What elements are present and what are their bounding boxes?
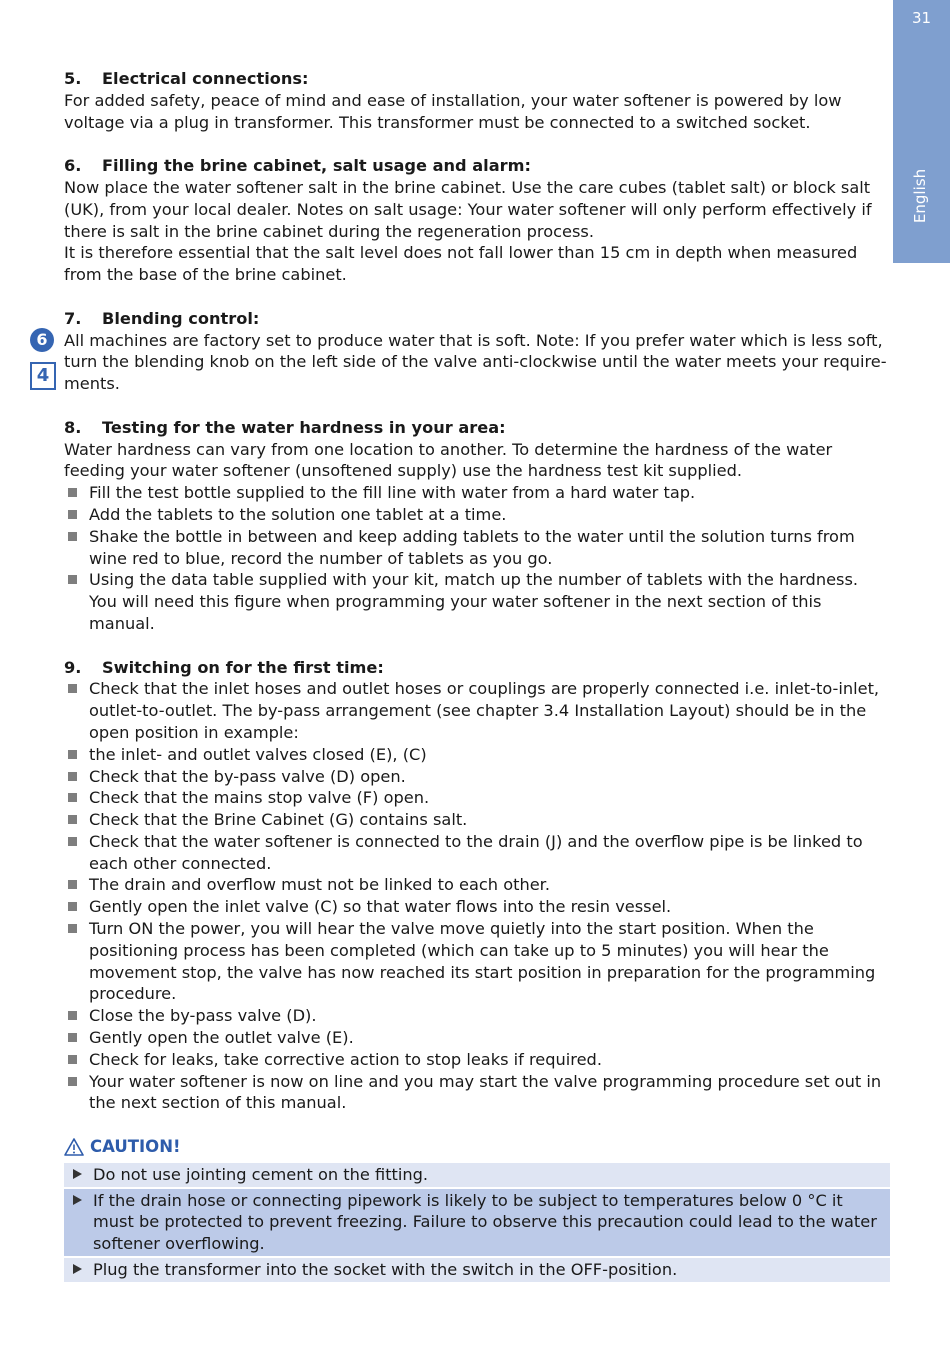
figure-circle-number: 6 [30,328,54,352]
section-number: 7. [64,308,82,328]
list-item-text: the inlet- and outlet valves closed (E), (C) [89,744,427,764]
square-bullet-icon [68,924,77,933]
list-item [64,1005,890,1027]
square-bullet-icon [68,793,77,802]
section-title: Blending control: [102,308,260,328]
list-item-text: Gently open the inlet valve (C) so that water flows into the resin vessel. [89,897,672,917]
list-item-text: Check that the Brine Cabinet (G) contains salt. [89,810,468,830]
list-item [64,744,890,766]
list-item [64,809,890,831]
triangle-bullet-icon [73,1264,82,1274]
square-bullet-icon [68,815,77,824]
section-5 [64,68,890,133]
square-bullet-icon [68,532,77,541]
list-item-text: Check that the mains stop valve (F) open. [89,788,430,808]
section-heading [64,68,890,90]
section-heading [64,657,890,679]
list-item [64,918,890,1005]
square-bullet-icon [68,575,77,584]
triangle-bullet-icon [73,1169,82,1179]
bullet-list [64,678,890,1114]
square-bullet-icon [68,772,77,781]
section-7 [64,308,890,395]
list-item-text: Your water softener is now on line and you may start the valve programming procedure set out in the next section of this manual. [89,1071,882,1113]
section-9 [64,657,890,1115]
figure-reference [30,328,56,390]
list-item [64,1071,890,1115]
section-paragraph: Water hardness can vary from one location to another. To determine the hardness of the water feeding your water softener (unsoftened supply) use the hardness test kit supplied. [64,439,833,481]
caution-item-text: Do not use jointing cement on the fitting. [93,1164,429,1184]
list-item-text: Close the by-pass valve (D). [89,1006,317,1026]
list-item-text: Gently open the outlet valve (E). [89,1028,354,1048]
section-number: 5. [64,69,82,88]
caution-item-text: If the drain hose or connecting pipework is likely to be subject to temperatures below 0 °C it must be protected to prevent freezing. Failure to observe this precaution could lead to the water softener overflowing. [93,1190,877,1254]
section-paragraph: All machines are factory set to produce water that is soft. Note: If you prefer water which is less soft, turn the blending knob on the left side of the valve anti-clockwise until the water meets your require-ments. [64,330,887,394]
caution-item-text: Plug the transformer into the socket with the switch in the OFF-position. [93,1260,678,1280]
section-paragraph: For added safety, peace of mind and ease of installation, your water softener is powered by low voltage via a plug in transformer. This transformer must be connected to a switched socket. [64,90,842,132]
list-item-text: Check that the water softener is connected to the drain (J) and the overflow pipe is be linked to each other connected. [89,831,863,873]
square-bullet-icon [68,902,77,911]
caution-item [64,1258,890,1282]
list-item [64,896,890,918]
list-item [64,526,890,570]
section-8 [64,417,890,635]
section-heading [64,155,890,177]
bullet-list [64,482,890,635]
list-item-text: Turn ON the power, you will hear the valve move quietly into the start position. When the positioning process has been completed (which can take up to 5 minutes) you will hear the movement stop, the valve has now reached its start position in preparation for the programming procedure. [89,919,876,1004]
list-item [64,1027,890,1049]
section-title: Testing for the water hardness in your area: [102,417,506,437]
square-bullet-icon [68,1055,77,1064]
triangle-bullet-icon [73,1195,82,1205]
list-item [64,482,890,504]
section-number: 9. [64,657,82,677]
square-bullet-icon [68,837,77,846]
list-item-text: Check that the by-pass valve (D) open. [89,766,406,786]
square-bullet-icon [68,488,77,497]
caution-item [64,1163,890,1187]
section-title: Filling the brine cabinet, salt usage and alarm: [102,156,531,176]
figure-box-number: 4 [30,362,56,390]
main-content [64,68,890,1284]
section-heading [64,417,890,439]
page-number: 31 [911,9,932,27]
list-item-text: The drain and overflow must not be linked to each other. [89,875,550,895]
section-paragraph: It is therefore essential that the salt level does not fall lower than 15 cm in depth when measured from the base of the brine cabinet. [64,243,858,285]
square-bullet-icon [68,684,77,693]
square-bullet-icon [68,750,77,759]
warning-triangle-icon [64,1138,84,1156]
caution-box [64,1136,890,1282]
list-item [64,678,890,743]
section-6 [64,155,890,286]
square-bullet-icon [68,880,77,889]
section-number: 8. [64,417,82,437]
square-bullet-icon [68,510,77,519]
square-bullet-icon [68,1077,77,1086]
list-item-text: Check for leaks, take corrective action to stop leaks if required. [89,1049,602,1069]
sections-container [64,68,890,1114]
language-tab [893,0,950,263]
list-item [64,787,890,809]
caution-title: CAUTION! [90,1137,181,1157]
list-item [64,831,890,875]
square-bullet-icon [68,1011,77,1020]
caution-heading [64,1136,890,1158]
list-item-text: Shake the bottle in between and keep adding tablets to the water until the solution turns from wine red to blue, record the number of tablets as you go. [89,526,855,568]
section-title: Electrical connections: [102,69,309,88]
square-bullet-icon [68,1033,77,1042]
caution-list [64,1163,890,1282]
list-item-text: Using the data table supplied with your kit, match up the number of tablets with the hardness. You will need this figure when programming your water softener in the next section of this manual. [89,570,859,633]
section-number: 6. [64,156,82,176]
section-heading [64,308,890,330]
section-paragraph: Now place the water softener salt in the brine cabinet. Use the care cubes (tablet salt) or block salt (UK), from your local dealer. Notes on salt usage: Your water softener will only perform effectively if there is salt in the brine cabinet during the regeneration process. [64,177,872,241]
list-item [64,1049,890,1071]
list-item-text: Check that the inlet hoses and outlet hoses or couplings are properly connected i.e. inlet-to-inlet, outlet-to-outlet. The by-pass arrangement (see chapter 3.4 Installation Layout) should be in the open position in example: [89,679,880,742]
list-item [64,504,890,526]
list-item [64,874,890,896]
list-item [64,569,890,634]
caution-item [64,1189,890,1256]
list-item-text: Add the tablets to the solution one tablet at a time. [89,504,507,524]
language-label: English [911,168,930,224]
section-title: Switching on for the first time: [102,657,384,677]
list-item-text: Fill the test bottle supplied to the fill line with water from a hard water tap. [89,483,696,503]
list-item [64,766,890,788]
